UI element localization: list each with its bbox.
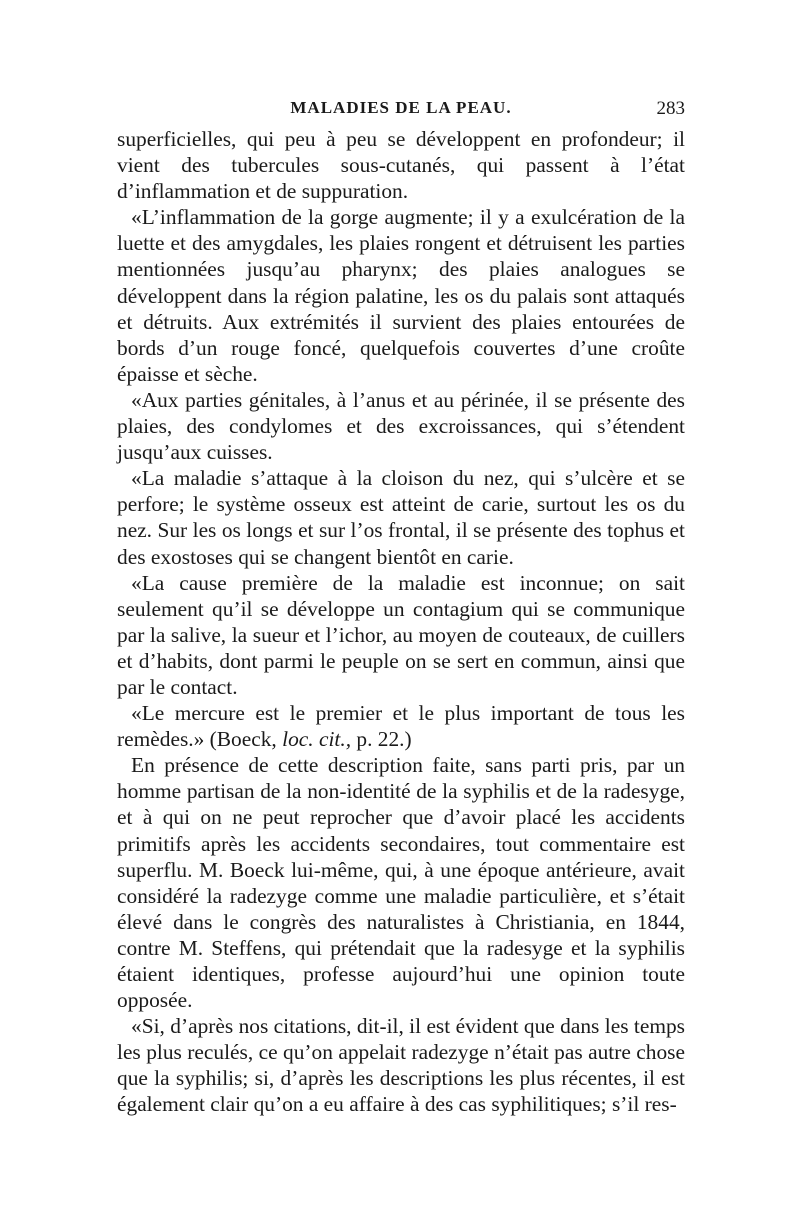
paragraph-quote-cause: «La cause première de la maladie est inconnue; on sait seulement qu’il se développe un contagium qui se communique par la salive, la sueur et l’ichor, au moyen de couteaux, de cuillers et d’habits, dont parmi le peuple on se sert en commun, ainsi que par le contact. [117, 570, 685, 699]
paragraph-continuation: superficielles, qui peu à peu se développent en profondeur; il vient des tubercules sous-cutanés, qui passent à l’état d’inflammation et de suppuration. [117, 127, 685, 204]
paragraph-commentary: En présence de cette description faite, sans parti pris, par un homme partisan de la non-identité de la syphilis et de la radesyge, et à qui on ne peut reprocher que d’avoir placé les accidents primitifs après les accidents secondaires, tout commentaire est superflu. M. Boeck lui-même, qui, à une époque antérieure, avait considéré la radezyge comme une maladie particulière, et s’était élevé dans le congrès des naturalistes à Christiania, en 1844, contre M. Steffens, qui prétendait que la radesyge et la syphilis étaient identiques, professe aujourd’hui une opinion toute opposée. [117, 753, 685, 1013]
body-text [117, 126, 685, 1118]
paragraph-quote-mercure [117, 700, 685, 752]
paragraph-quote-boeck: «Si, d’après nos citations, dit-il, il est évident que dans les temps les plus reculés, ce qu’on appelait radezyge n’était pas autre chose que la syphilis; si, d’après les descriptions les plus récentes, il est également clair qu’on a eu affaire à des cas syphilitiques; s’il res- [117, 1014, 685, 1117]
page-number: 283 [656, 98, 685, 119]
running-title: MALADIES DE LA PEAU. [290, 98, 512, 117]
citation-rest: p. 22.) [351, 727, 412, 752]
quote-mercure-text: «Le mercure est le premier et le plus important de tous les remèdes.» (Boeck, [117, 701, 685, 752]
citation-italic: loc. cit., [282, 727, 352, 752]
running-head [117, 98, 685, 122]
paragraph-quote-inflammation: «L’inflammation de la gorge augmente; il y a exulcération de la luette et des amygdales, les plaies rongent et détruisent les parties mentionnées jusqu’au pharynx; des plaies analogues se développent dans la région palatine, les os du palais sont attaqués et détruits. Aux extrémités il survient des plaies entourées de bords d’un rouge foncé, quelquefois couvertes d’une croûte épaisse et sèche. [117, 205, 685, 386]
paragraph-quote-genitales: «Aux parties génitales, à l’anus et au périnée, il se présente des plaies, des condylomes et des excroissances, qui s’étendent jusqu’aux cuisses. [117, 387, 685, 465]
paragraph-quote-nez: «La maladie s’attaque à la cloison du nez, qui s’ulcère et se perfore; le système osseux est atteint de carie, surtout les os du nez. Sur les os longs et sur l’os frontal, il se présente des tophus et des exostoses qui se changent bientôt en carie. [117, 466, 685, 569]
